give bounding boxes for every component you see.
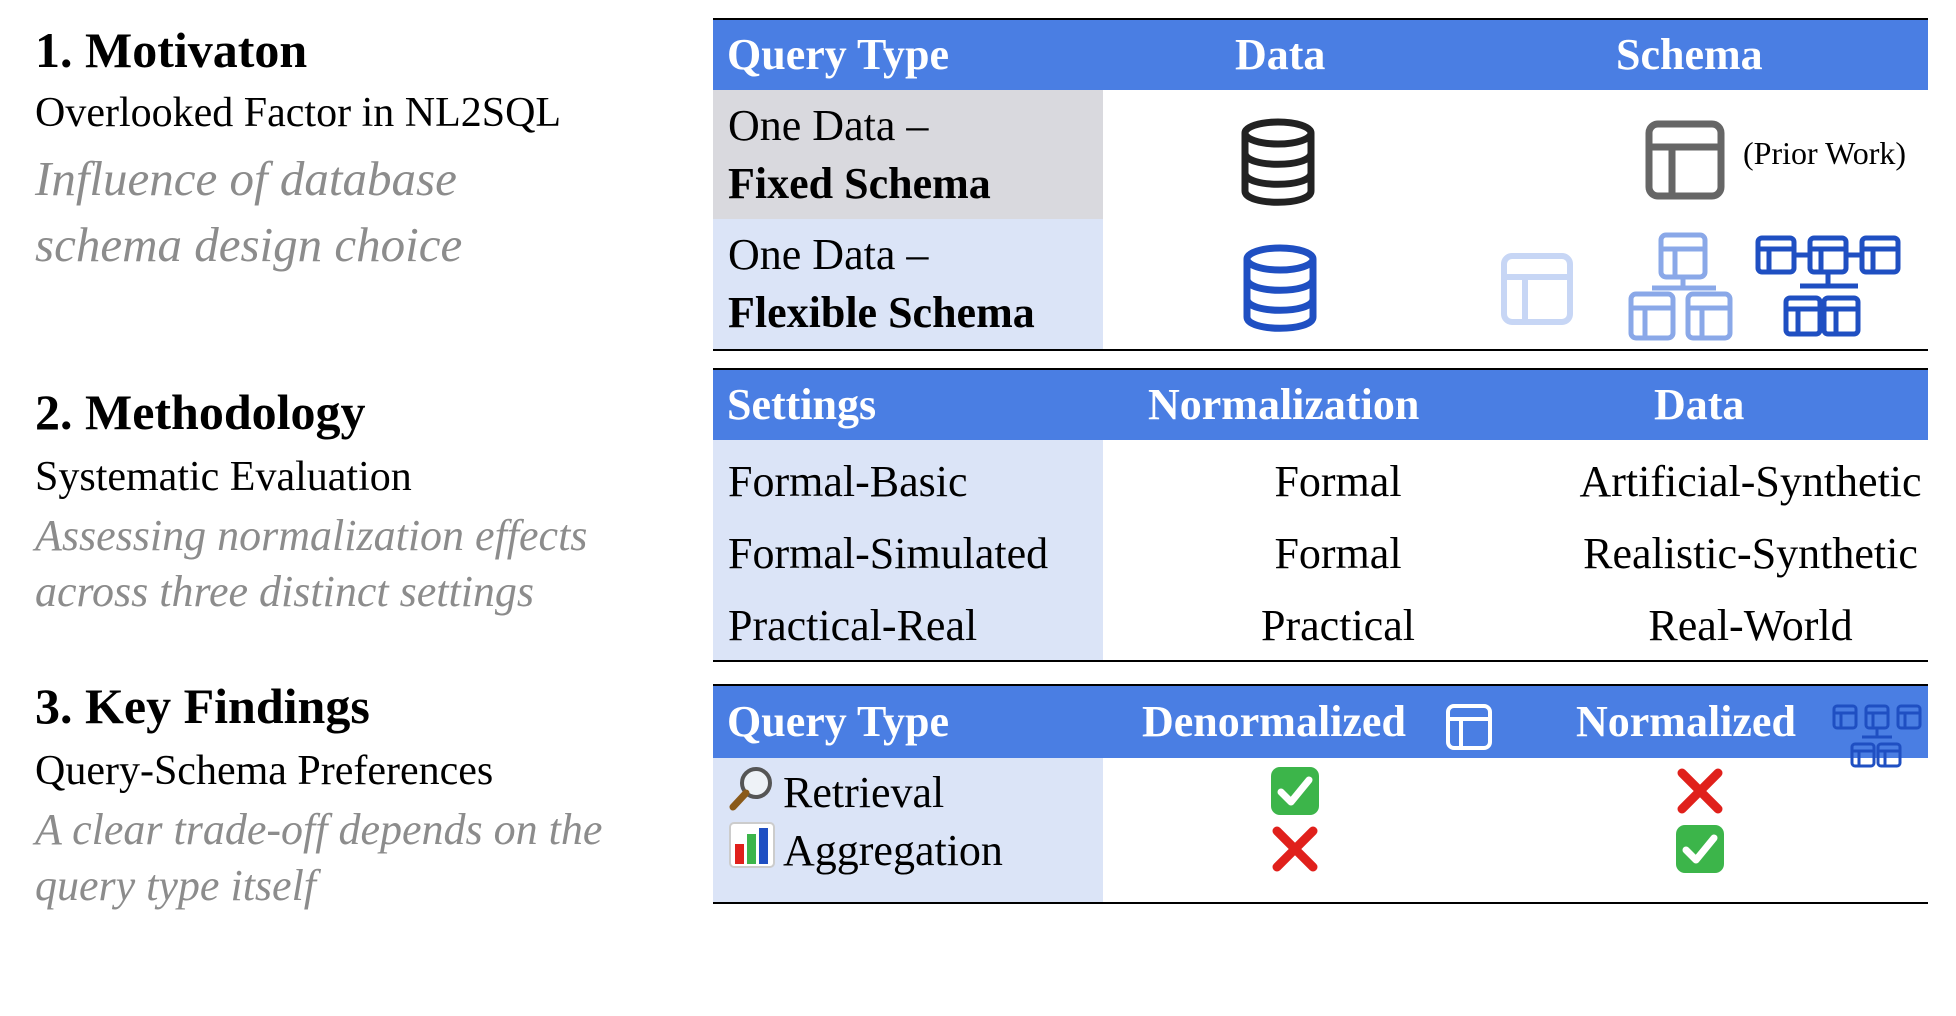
- bar-chart-icon: [729, 822, 775, 868]
- row-label-line2: Flexible Schema: [728, 288, 1035, 337]
- table-schema-icon: [1645, 120, 1725, 200]
- table-rule: [713, 902, 1928, 904]
- row-label-line1: One Data –: [728, 230, 929, 279]
- cross-icon: [1675, 766, 1725, 816]
- data-value: Artificial-Synthetic: [1579, 457, 1922, 506]
- note-line: A clear trade-off depends on the: [35, 805, 603, 854]
- row-flexible-schema: [713, 219, 1103, 349]
- table-header: [713, 20, 1928, 90]
- section-title: 1. Motivaton: [35, 22, 308, 78]
- section-subtitle: Overlooked Factor in NL2SQL: [35, 90, 562, 136]
- data-value: Realistic-Synthetic: [1583, 529, 1918, 578]
- header-denormalized: Denormalized: [1142, 697, 1406, 746]
- note-line: Influence of database: [35, 151, 457, 206]
- section-findings: [35, 0, 685, 930]
- header-normalization: Normalization: [1148, 380, 1420, 429]
- multi-table-schema-icon: [1754, 234, 1914, 344]
- table-header: [713, 370, 1928, 440]
- data-value: Real-World: [1648, 601, 1853, 650]
- prior-work-note: (Prior Work): [1743, 135, 1907, 171]
- header-query-type: Query Type: [727, 697, 950, 746]
- database-icon: [1238, 118, 1318, 208]
- cross-icon: [1270, 824, 1320, 874]
- note-line: query type itself: [35, 861, 317, 910]
- normalization-value: Formal: [1274, 529, 1402, 578]
- section-title: 2. Methodology: [35, 384, 366, 440]
- setting-name: Formal-Basic: [728, 457, 968, 506]
- note-line: across three distinct settings: [35, 567, 535, 616]
- header-settings: Settings: [727, 380, 877, 429]
- row-label-line2: Fixed Schema: [728, 159, 991, 208]
- query-type-table: [713, 18, 1928, 353]
- header-normalized: Normalized: [1576, 697, 1796, 746]
- note-line: schema design choice: [35, 217, 463, 272]
- row-label-line1: One Data –: [728, 101, 929, 150]
- header-data: Data: [1235, 30, 1326, 79]
- table-header: [713, 686, 1928, 758]
- single-table-schema-icon: [1501, 253, 1573, 325]
- tree-schema-icon: [1630, 232, 1740, 342]
- normalization-value: Formal: [1274, 457, 1402, 506]
- normalized-schema-icon: [1832, 704, 1922, 774]
- table-rule: [713, 660, 1928, 662]
- table-rule: [713, 349, 1928, 351]
- check-icon: [1270, 766, 1320, 816]
- section-subtitle: Query-Schema Preferences: [35, 748, 494, 794]
- section-note: [35, 802, 602, 914]
- check-icon: [1675, 824, 1725, 874]
- note-line: Assessing normalization effects: [35, 511, 588, 560]
- setting-name: Practical-Real: [728, 601, 978, 650]
- magnifier-icon: [729, 766, 775, 812]
- findings-table: [713, 684, 1928, 906]
- settings-table: [713, 368, 1928, 664]
- denormalized-schema-icon: [1446, 704, 1492, 750]
- header-data: Data: [1654, 380, 1745, 429]
- normalization-value: Practical: [1261, 601, 1415, 650]
- query-type-label: Aggregation: [783, 826, 1003, 875]
- section-subtitle: Systematic Evaluation: [35, 454, 412, 500]
- section-title: 3. Key Findings: [35, 678, 370, 734]
- row-fixed-schema: [713, 90, 1103, 219]
- header-schema: Schema: [1616, 30, 1763, 79]
- database-icon: [1240, 244, 1320, 334]
- query-type-label: Retrieval: [783, 768, 945, 817]
- setting-name: Formal-Simulated: [728, 529, 1049, 578]
- header-query-type: Query Type: [727, 30, 950, 79]
